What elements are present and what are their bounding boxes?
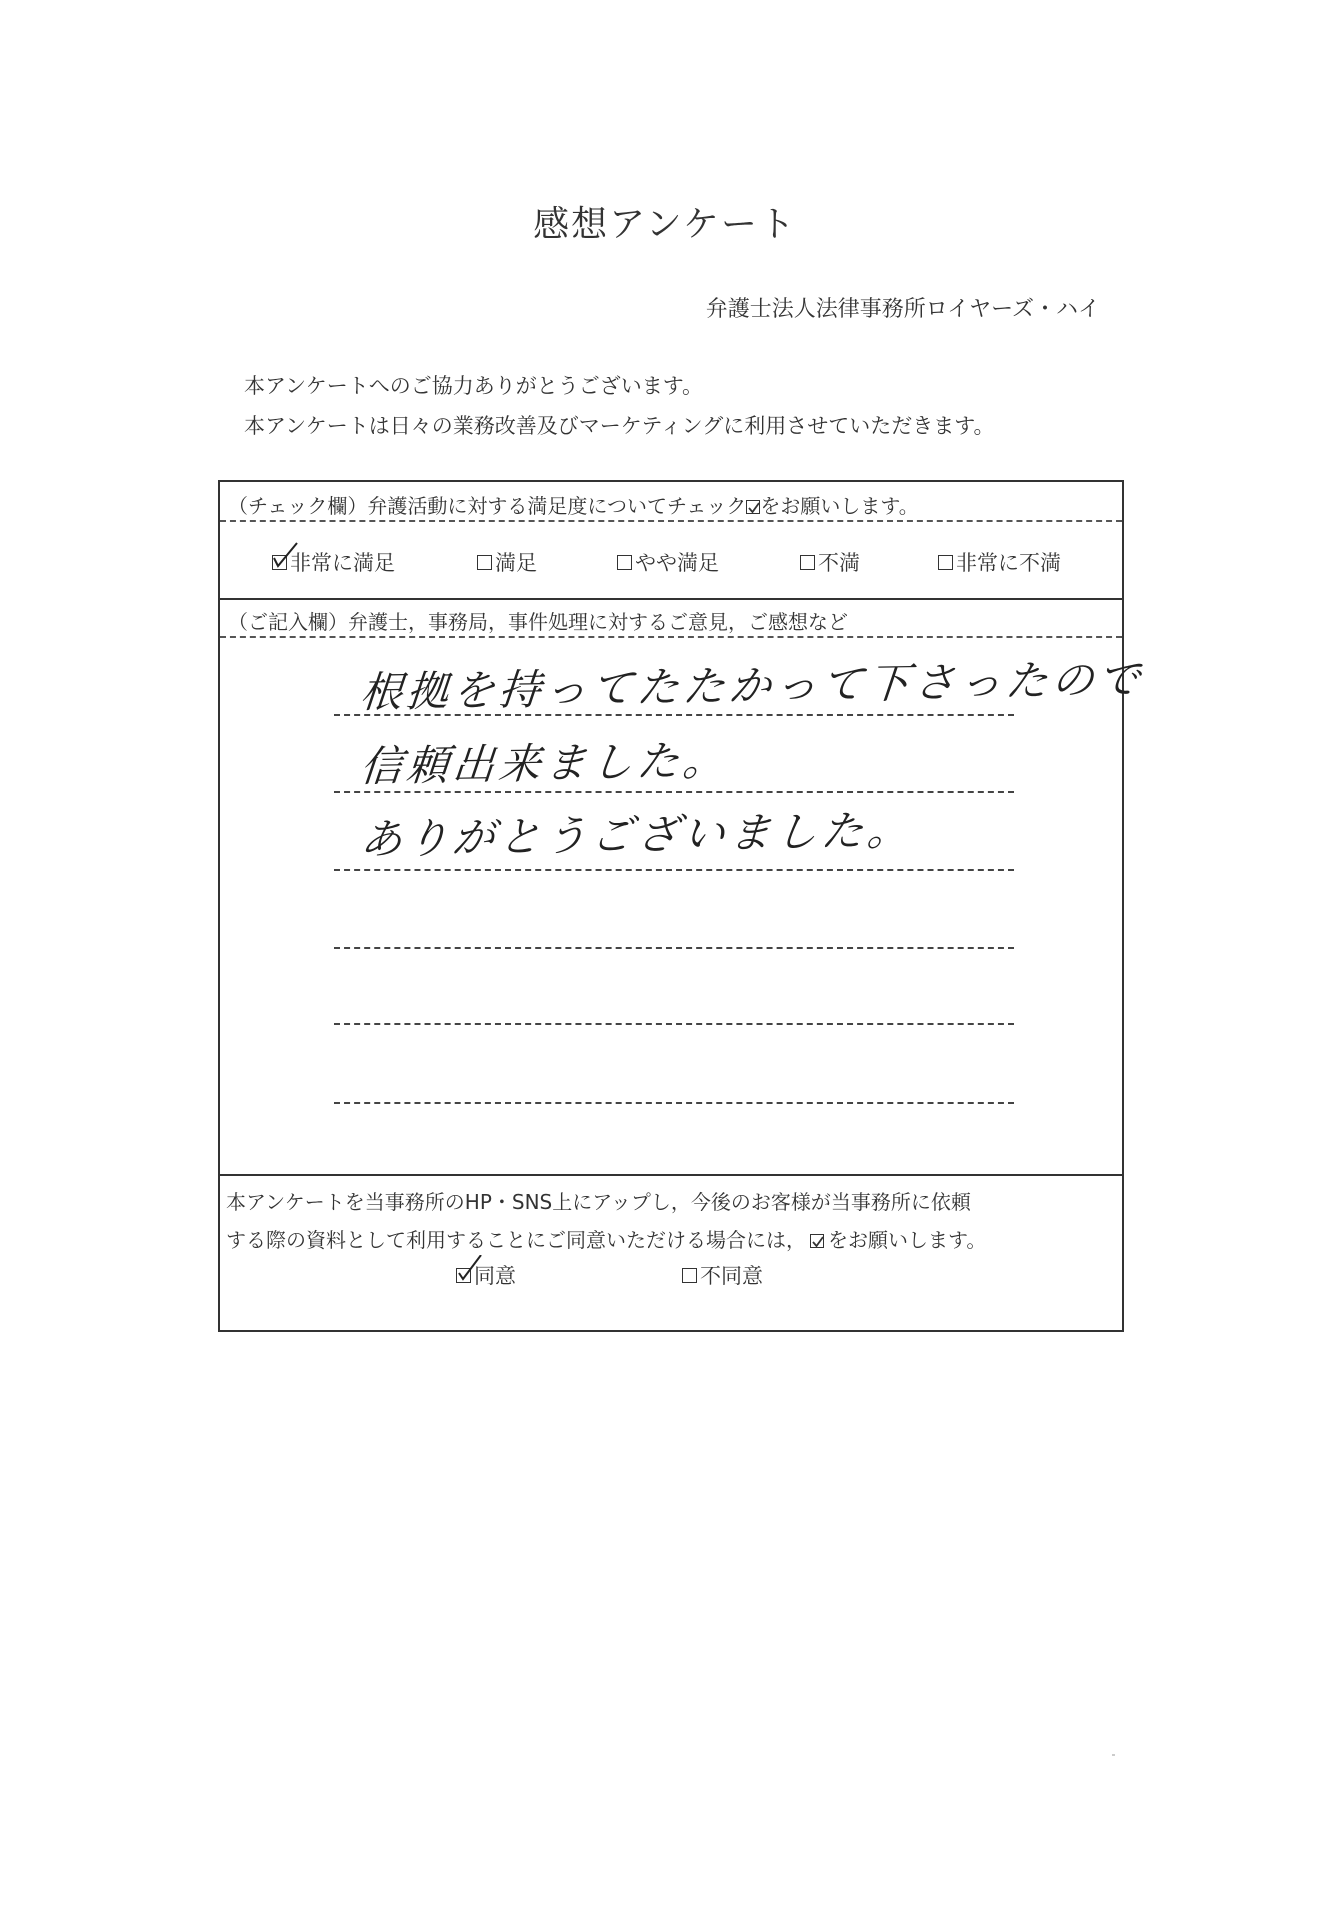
option-very-satisfied[interactable] (272, 547, 395, 577)
checkbox-icon[interactable] (477, 555, 492, 570)
satisfaction-header (228, 490, 919, 519)
divider (220, 636, 1122, 638)
consent-text-2-suffix: をお願いします。 (828, 1228, 987, 1252)
writing-line (334, 1102, 1014, 1104)
writing-line (334, 1023, 1014, 1025)
section-divider (220, 598, 1122, 600)
survey-form (218, 480, 1146, 1332)
option-somewhat-satisfied[interactable] (617, 547, 719, 577)
divider (220, 520, 1122, 522)
checkbox-icon[interactable] (682, 1268, 697, 1283)
consent-text-2-main: する際の資料として利用することにご同意いただける場合には， (226, 1228, 806, 1252)
consent-text-1: 本アンケートを当事務所のHP・SNS上にアップし，今後のお客様が当事務所に依頼 (226, 1190, 971, 1214)
checkbox-icon[interactable] (617, 555, 632, 570)
option-label: 不満 (818, 551, 860, 575)
intro-line-2: 本アンケートは日々の業務改善及びマーケティングに利用させていただきます。 (244, 414, 995, 438)
option-disagree[interactable] (682, 1260, 763, 1290)
writing-line (334, 791, 1014, 793)
writing-line (334, 869, 1014, 871)
option-satisfied[interactable] (477, 547, 537, 577)
option-label: 同意 (474, 1264, 516, 1288)
writing-line (334, 947, 1014, 949)
option-label: やや満足 (635, 551, 719, 575)
option-very-dissatisfied[interactable] (938, 547, 1061, 577)
option-label: 不同意 (700, 1264, 763, 1288)
section-divider (220, 1174, 1122, 1176)
option-label: 満足 (495, 551, 537, 575)
checked-box-icon (810, 1234, 824, 1248)
checked-box-icon (746, 500, 760, 514)
checkbox-icon[interactable] (800, 555, 815, 570)
intro-line-1: 本アンケートへのご協力ありがとうございます。 (244, 374, 704, 398)
consent-text-2 (226, 1224, 986, 1253)
scan-speck (1112, 1754, 1115, 1756)
comment-header: （ご記入欄）弁護士，事務局，事件処理に対するご意見，ご感想など (228, 610, 848, 634)
page-title: 感想アンケート (533, 204, 797, 245)
handwritten-line-3: ありがとうございました。 (358, 805, 916, 865)
writing-line (334, 714, 1014, 716)
checkbox-checked-icon[interactable] (272, 555, 287, 570)
checkbox-icon[interactable] (938, 555, 953, 570)
handwritten-line-1: 根拠を持ってたたかって下さったので (358, 654, 1146, 718)
option-label: 非常に不満 (956, 551, 1061, 575)
option-agree[interactable] (456, 1260, 516, 1290)
handwritten-line-2: 信頼出来ました。 (358, 735, 732, 792)
option-label: 非常に満足 (290, 551, 395, 575)
option-dissatisfied[interactable] (800, 547, 860, 577)
checkbox-checked-icon[interactable] (456, 1268, 471, 1283)
satisfaction-header-text: （チェック欄）弁護活動に対する満足度についてチェック (228, 494, 747, 518)
satisfaction-header-suffix: をお願いします。 (760, 494, 919, 518)
firm-name: 弁護士法人法律事務所ロイヤーズ・ハイ (705, 297, 1100, 322)
